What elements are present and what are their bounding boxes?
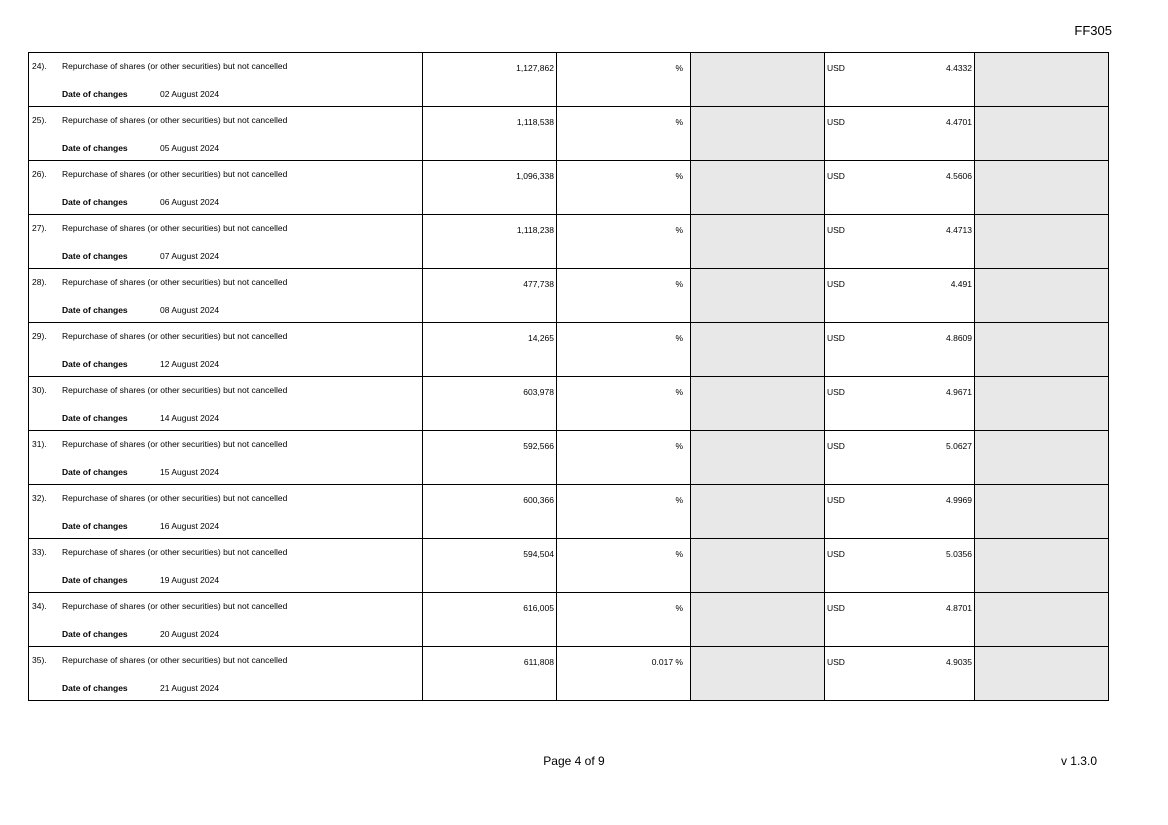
page-number: Page 4 of 9 (543, 754, 605, 768)
date-of-changes-value: 12 August 2024 (160, 359, 220, 369)
row-number: 24). (32, 61, 47, 71)
quantity-value: 592,566 (523, 441, 554, 451)
quantity-value: 600,366 (523, 495, 554, 505)
currency-code: USD (827, 171, 845, 181)
row-number: 28). (32, 277, 47, 287)
table-row (29, 215, 1109, 269)
shaded-cell (691, 593, 825, 647)
transaction-description: Repurchase of shares (or other securities) but not cancelled (62, 223, 288, 233)
shaded-cell (691, 215, 825, 269)
price-value: 4.8701 (946, 603, 972, 613)
shaded-cell (691, 107, 825, 161)
date-of-changes-label: Date of changes (62, 197, 128, 207)
date-of-changes-label: Date of changes (62, 683, 128, 693)
repurchase-table-body (29, 53, 1109, 701)
price-value: 4.8609 (946, 333, 972, 343)
shaded-cell (975, 647, 1109, 701)
transaction-description: Repurchase of shares (or other securities) but not cancelled (62, 655, 288, 665)
quantity-cell (423, 647, 557, 701)
quantity-cell (423, 485, 557, 539)
date-of-changes-label: Date of changes (62, 305, 128, 315)
transaction-description: Repurchase of shares (or other securities) but not cancelled (62, 277, 288, 287)
quantity-value: 594,504 (523, 549, 554, 559)
quantity-value: 603,978 (523, 387, 554, 397)
currency-code: USD (827, 441, 845, 451)
price-cell (825, 647, 975, 701)
currency-code: USD (827, 117, 845, 127)
shaded-cell (975, 539, 1109, 593)
transaction-description: Repurchase of shares (or other securities) but not cancelled (62, 169, 288, 179)
quantity-cell (423, 431, 557, 485)
transaction-description: Repurchase of shares (or other securities) but not cancelled (62, 61, 288, 71)
description-cell (29, 215, 423, 269)
price-cell (825, 593, 975, 647)
shaded-cell (975, 53, 1109, 107)
price-value: 5.0356 (946, 549, 972, 559)
table-row (29, 53, 1109, 107)
date-of-changes-label: Date of changes (62, 521, 128, 531)
row-number: 34). (32, 601, 47, 611)
price-cell (825, 107, 975, 161)
description-cell (29, 593, 423, 647)
date-of-changes-label: Date of changes (62, 575, 128, 585)
date-of-changes-value: 16 August 2024 (160, 521, 220, 531)
table-row (29, 107, 1109, 161)
price-value: 4.5606 (946, 171, 972, 181)
quantity-value: 611,808 (523, 657, 554, 667)
currency-code: USD (827, 657, 845, 667)
description-cell (29, 647, 423, 701)
description-cell (29, 161, 423, 215)
quantity-cell (423, 161, 557, 215)
percent-cell (557, 431, 691, 485)
percent-value: % (675, 441, 683, 451)
price-cell (825, 53, 975, 107)
percent-value: % (675, 225, 683, 235)
price-value: 4.9969 (946, 495, 972, 505)
price-value: 4.4332 (946, 63, 972, 73)
price-cell (825, 323, 975, 377)
table-row (29, 485, 1109, 539)
quantity-cell (423, 269, 557, 323)
form-code: FF305 (1074, 23, 1112, 38)
price-value: 4.491 (950, 279, 972, 289)
price-cell (825, 215, 975, 269)
percent-cell (557, 593, 691, 647)
shaded-cell (975, 431, 1109, 485)
date-of-changes-label: Date of changes (62, 629, 128, 639)
percent-value: % (675, 279, 683, 289)
transaction-description: Repurchase of shares (or other securities) but not cancelled (62, 493, 288, 503)
percent-cell (557, 215, 691, 269)
percent-cell (557, 647, 691, 701)
percent-cell (557, 377, 691, 431)
shaded-cell (975, 485, 1109, 539)
price-cell (825, 161, 975, 215)
shaded-cell (691, 53, 825, 107)
date-of-changes-label: Date of changes (62, 143, 128, 153)
date-of-changes-label: Date of changes (62, 413, 128, 423)
shaded-cell (975, 161, 1109, 215)
shaded-cell (691, 269, 825, 323)
currency-code: USD (827, 63, 845, 73)
price-cell (825, 539, 975, 593)
currency-code: USD (827, 387, 845, 397)
shaded-cell (975, 593, 1109, 647)
date-of-changes-value: 19 August 2024 (160, 575, 220, 585)
transaction-description: Repurchase of shares (or other securities) but not cancelled (62, 439, 288, 449)
row-number: 26). (32, 169, 47, 179)
price-value: 4.4701 (946, 117, 972, 127)
percent-value: % (675, 333, 683, 343)
quantity-value: 1,118,538 (516, 117, 554, 127)
percent-cell (557, 323, 691, 377)
table-row (29, 431, 1109, 485)
shaded-cell (975, 377, 1109, 431)
table-row (29, 269, 1109, 323)
quantity-value: 14,265 (528, 333, 554, 343)
currency-code: USD (827, 225, 845, 235)
date-of-changes-label: Date of changes (62, 359, 128, 369)
shaded-cell (975, 215, 1109, 269)
percent-value: % (675, 387, 683, 397)
row-number: 27). (32, 223, 47, 233)
transaction-description: Repurchase of shares (or other securities) but not cancelled (62, 547, 288, 557)
percent-cell (557, 53, 691, 107)
date-of-changes-value: 15 August 2024 (160, 467, 220, 477)
quantity-cell (423, 323, 557, 377)
row-number: 29). (32, 331, 47, 341)
transaction-description: Repurchase of shares (or other securities) but not cancelled (62, 115, 288, 125)
date-of-changes-value: 21 August 2024 (160, 683, 220, 693)
percent-cell (557, 485, 691, 539)
price-cell (825, 269, 975, 323)
transaction-description: Repurchase of shares (or other securities) but not cancelled (62, 601, 288, 611)
transaction-description: Repurchase of shares (or other securities) but not cancelled (62, 385, 288, 395)
date-of-changes-value: 14 August 2024 (160, 413, 220, 423)
quantity-value: 1,096,338 (516, 171, 554, 181)
percent-cell (557, 107, 691, 161)
currency-code: USD (827, 279, 845, 289)
version-label: v 1.3.0 (1060, 754, 1097, 768)
quantity-value: 477,738 (523, 279, 554, 289)
price-cell (825, 431, 975, 485)
percent-cell (557, 161, 691, 215)
shaded-cell (691, 377, 825, 431)
transaction-description: Repurchase of shares (or other securities) but not cancelled (62, 331, 288, 341)
percent-value: % (675, 63, 683, 73)
description-cell (29, 431, 423, 485)
quantity-cell (423, 215, 557, 269)
date-of-changes-label: Date of changes (62, 89, 128, 99)
quantity-cell (423, 593, 557, 647)
quantity-value: 1,127,862 (516, 63, 554, 73)
percent-value: % (675, 495, 683, 505)
percent-value: % (675, 549, 683, 559)
shaded-cell (691, 323, 825, 377)
price-value: 4.4713 (946, 225, 972, 235)
percent-value: % (675, 117, 683, 127)
description-cell (29, 269, 423, 323)
shaded-cell (975, 323, 1109, 377)
price-cell (825, 377, 975, 431)
table-row (29, 323, 1109, 377)
date-of-changes-value: 02 August 2024 (160, 89, 220, 99)
shaded-cell (691, 161, 825, 215)
description-cell (29, 377, 423, 431)
row-number: 32). (32, 493, 47, 503)
currency-code: USD (827, 495, 845, 505)
date-of-changes-label: Date of changes (62, 467, 128, 477)
table-row (29, 539, 1109, 593)
price-value: 5.0627 (946, 441, 972, 451)
currency-code: USD (827, 603, 845, 613)
percent-value: 0.017 % (651, 657, 683, 667)
description-cell (29, 107, 423, 161)
shaded-cell (691, 485, 825, 539)
quantity-cell (423, 107, 557, 161)
percent-cell (557, 269, 691, 323)
table-row (29, 161, 1109, 215)
table-row (29, 377, 1109, 431)
table-row (29, 647, 1109, 701)
percent-value: % (675, 603, 683, 613)
percent-value: % (675, 171, 683, 181)
shaded-cell (691, 647, 825, 701)
row-number: 33). (32, 547, 47, 557)
date-of-changes-label: Date of changes (62, 251, 128, 261)
currency-code: USD (827, 549, 845, 559)
date-of-changes-value: 06 August 2024 (160, 197, 220, 207)
currency-code: USD (827, 333, 845, 343)
description-cell (29, 539, 423, 593)
shaded-cell (975, 269, 1109, 323)
price-value: 4.9035 (946, 657, 972, 667)
price-value: 4.9671 (946, 387, 972, 397)
date-of-changes-value: 08 August 2024 (160, 305, 220, 315)
date-of-changes-value: 05 August 2024 (160, 143, 220, 153)
quantity-cell (423, 539, 557, 593)
shaded-cell (975, 107, 1109, 161)
row-number: 25). (32, 115, 47, 125)
quantity-cell (423, 53, 557, 107)
description-cell (29, 485, 423, 539)
percent-cell (557, 539, 691, 593)
repurchase-table (28, 52, 1109, 701)
table-row (29, 593, 1109, 647)
shaded-cell (691, 539, 825, 593)
row-number: 30). (32, 385, 47, 395)
description-cell (29, 323, 423, 377)
description-cell (29, 53, 423, 107)
quantity-value: 1,118,238 (516, 225, 554, 235)
date-of-changes-value: 20 August 2024 (160, 629, 220, 639)
price-cell (825, 485, 975, 539)
date-of-changes-value: 07 August 2024 (160, 251, 220, 261)
row-number: 35). (32, 655, 47, 665)
row-number: 31). (32, 439, 47, 449)
quantity-value: 616,005 (523, 603, 554, 613)
shaded-cell (691, 431, 825, 485)
quantity-cell (423, 377, 557, 431)
